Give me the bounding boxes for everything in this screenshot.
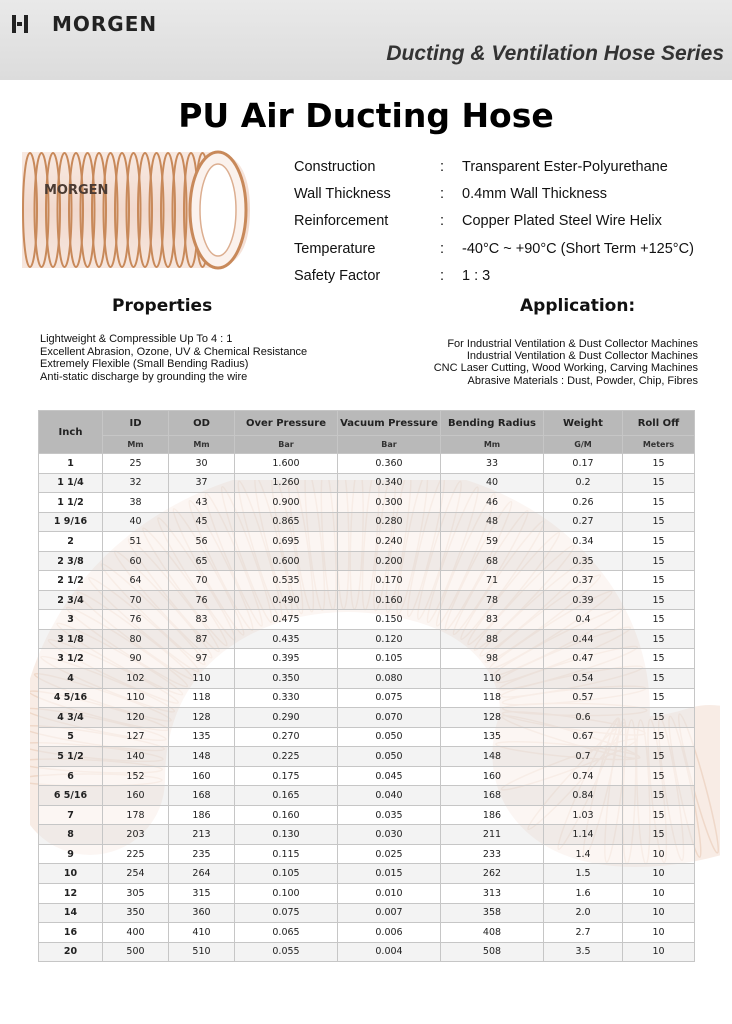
column-header-id: ID [103,411,169,436]
table-cell: 160 [103,786,169,806]
table-cell-inch: 2 3/8 [39,551,103,571]
spec-colon: : [440,267,445,284]
table-cell: 0.055 [235,942,338,962]
table-cell: 15 [623,669,695,689]
table-cell: 68 [441,551,544,571]
table-cell: 1.14 [544,825,623,845]
table-cell: 0.600 [235,551,338,571]
table-cell: 110 [169,669,235,689]
table-cell: 83 [169,610,235,630]
spec-colon: : [440,185,445,202]
table-cell: 0.47 [544,649,623,669]
properties-heading: Properties [112,296,213,316]
table-cell: 0.4 [544,610,623,630]
table-row [39,512,695,532]
table-cell: 0.37 [544,571,623,591]
unit-header: Bar [235,436,338,454]
table-cell: 51 [103,532,169,552]
table-cell: 0.490 [235,590,338,610]
table-cell: 0.105 [235,864,338,884]
table-cell: 15 [623,727,695,747]
table-cell: 33 [441,454,544,474]
table-cell: 0.010 [338,884,441,904]
table-cell: 0.35 [544,551,623,571]
table-cell: 508 [441,942,544,962]
table-cell-inch: 10 [39,864,103,884]
table-cell: 43 [169,493,235,513]
spec-row-reinforcement [294,208,714,235]
table-cell-inch: 9 [39,844,103,864]
table-row [39,805,695,825]
page-title: PU Air Ducting Hose [178,96,554,135]
table-cell: 0.240 [338,532,441,552]
table-row [39,923,695,943]
table-cell: 1.6 [544,884,623,904]
properties-item: Excellent Abrasion, Ozone, UV & Chemical Resistance [40,345,308,358]
morgen-logo-mark-icon [12,13,48,35]
table-row [39,942,695,962]
spec-value: -40°C ~ +90°C (Short Term +125°C) [462,240,694,257]
table-cell: 0.54 [544,669,623,689]
spec-row-wall-thickness [294,180,714,207]
table-cell: 225 [103,844,169,864]
table-cell: 15 [623,786,695,806]
table-cell: 160 [169,766,235,786]
table-cell: 213 [169,825,235,845]
table-cell: 15 [623,512,695,532]
table-cell: 118 [441,688,544,708]
table-cell: 0.115 [235,844,338,864]
properties-item: Lightweight & Compressible Up To 4 : 1 [40,333,233,345]
table-cell: 45 [169,512,235,532]
table-cell: 0.075 [338,688,441,708]
table-cell: 80 [103,629,169,649]
table-cell: 120 [103,708,169,728]
table-cell: 0.67 [544,727,623,747]
table-cell: 15 [623,610,695,630]
table-row [39,727,695,747]
table-cell: 1.4 [544,844,623,864]
table-cell: 76 [169,590,235,610]
table-row [39,571,695,591]
unit-header: Mm [169,436,235,454]
table-cell-inch: 20 [39,942,103,962]
table-cell: 0.340 [338,473,441,493]
table-cell: 0.2 [544,473,623,493]
table-cell: 76 [103,610,169,630]
table-cell-inch: 6 [39,766,103,786]
table-cell: 10 [623,864,695,884]
table-cell: 0.050 [338,727,441,747]
spec-label: Construction [294,158,376,175]
table-cell: 0.300 [338,493,441,513]
table-cell: 0.080 [338,669,441,689]
table-cell: 15 [623,708,695,728]
table-cell: 0.84 [544,786,623,806]
table-cell-inch: 7 [39,805,103,825]
table-cell: 0.105 [338,649,441,669]
table-cell: 0.070 [338,708,441,728]
table-row [39,669,695,689]
table-cell-inch: 4 3/4 [39,708,103,728]
table-cell-inch: 1 [39,454,103,474]
table-cell: 0.015 [338,864,441,884]
table-cell: 0.290 [235,708,338,728]
table-cell: 40 [441,473,544,493]
table-cell: 0.030 [338,825,441,845]
table-cell: 313 [441,884,544,904]
table-cell: 102 [103,669,169,689]
spec-colon: : [440,240,445,257]
table-cell: 186 [169,805,235,825]
table-cell: 128 [441,708,544,728]
spec-value: Copper Plated Steel Wire Helix [462,213,662,230]
table-cell: 0.475 [235,610,338,630]
table-cell: 0.435 [235,629,338,649]
application-heading: Application: [520,296,636,316]
table-cell: 0.004 [338,942,441,962]
spec-label: Temperature [294,240,376,257]
table-cell: 408 [441,923,544,943]
table-cell-inch: 4 [39,669,103,689]
column-header-vacuum-pressure: Vacuum Pressure [338,411,441,436]
table-cell: 0.865 [235,512,338,532]
table-cell: 0.395 [235,649,338,669]
table-cell: 118 [169,688,235,708]
table-cell: 10 [623,844,695,864]
unit-header: G/M [544,436,623,454]
table-cell: 59 [441,532,544,552]
unit-header: Meters [623,436,695,454]
table-row [39,864,695,884]
table-cell: 0.050 [338,747,441,767]
table-cell: 32 [103,473,169,493]
table-cell: 160 [441,766,544,786]
table-cell: 0.100 [235,884,338,904]
column-header-over-pressure: Over Pressure [235,411,338,436]
table-cell: 168 [169,786,235,806]
series-title: Ducting & Ventilation Hose Series [386,42,724,65]
table-cell: 0.007 [338,903,441,923]
table-cell: 10 [623,923,695,943]
table-cell-inch: 5 [39,727,103,747]
table-cell: 15 [623,805,695,825]
table-body [39,454,695,962]
table-unit-row [39,436,695,454]
table-cell-inch: 2 [39,532,103,552]
spec-table [38,410,695,962]
table-row [39,903,695,923]
table-cell: 0.035 [338,805,441,825]
column-header-weight: Weight [544,411,623,436]
table-cell: 1.260 [235,473,338,493]
table-cell-inch: 1 9/16 [39,512,103,532]
table-cell: 0.075 [235,903,338,923]
properties-list [40,333,307,383]
table-cell-inch: 14 [39,903,103,923]
table-cell: 233 [441,844,544,864]
table-cell: 358 [441,903,544,923]
table-cell: 148 [441,747,544,767]
table-cell: 0.17 [544,454,623,474]
brand-logo [12,12,157,36]
table-row [39,884,695,904]
table-cell: 168 [441,786,544,806]
unit-header: Mm [441,436,544,454]
table-cell: 305 [103,884,169,904]
table-cell: 178 [103,805,169,825]
table-cell: 0.120 [338,629,441,649]
table-cell: 90 [103,649,169,669]
table-cell: 186 [441,805,544,825]
table-cell: 127 [103,727,169,747]
table-cell: 15 [623,629,695,649]
table-cell: 10 [623,903,695,923]
table-cell: 0.165 [235,786,338,806]
table-cell: 203 [103,825,169,845]
application-list [434,338,698,387]
header-band [0,0,732,80]
table-cell: 0.280 [338,512,441,532]
table-cell: 15 [623,825,695,845]
spec-row-construction [294,153,714,180]
table-cell: 135 [169,727,235,747]
table-row [39,610,695,630]
table-cell: 65 [169,551,235,571]
table-cell: 0.160 [235,805,338,825]
application-item: For Industrial Ventilation & Dust Collector Machines [447,338,698,350]
table-cell-inch: 3 1/8 [39,629,103,649]
table-row [39,766,695,786]
table-cell: 56 [169,532,235,552]
unit-header: Mm [103,436,169,454]
table-cell: 254 [103,864,169,884]
table-cell: 140 [103,747,169,767]
table-row [39,688,695,708]
table-cell: 264 [169,864,235,884]
table-row [39,786,695,806]
table-cell: 211 [441,825,544,845]
table-cell: 0.27 [544,512,623,532]
table-cell: 0.045 [338,766,441,786]
table-cell: 0.535 [235,571,338,591]
table-cell: 48 [441,512,544,532]
table-cell-inch: 4 5/16 [39,688,103,708]
table-cell: 0.44 [544,629,623,649]
table-cell: 0.040 [338,786,441,806]
column-header-od: OD [169,411,235,436]
table-cell: 0.39 [544,590,623,610]
table-cell: 410 [169,923,235,943]
table-cell: 1.5 [544,864,623,884]
table-cell: 97 [169,649,235,669]
table-cell: 15 [623,747,695,767]
table-cell: 0.6 [544,708,623,728]
table-cell: 0.270 [235,727,338,747]
table-cell: 2.7 [544,923,623,943]
table-cell: 135 [441,727,544,747]
application-item: CNC Laser Cutting, Wood Working, Carving Machines [433,362,698,375]
spec-value: Transparent Ester-Polyurethane [462,158,668,175]
spec-label: Wall Thickness [294,185,391,202]
table-cell: 37 [169,473,235,493]
table-cell-inch: 12 [39,884,103,904]
table-cell: 0.200 [338,551,441,571]
table-cell: 15 [623,532,695,552]
table-cell: 1.03 [544,805,623,825]
table-cell: 235 [169,844,235,864]
column-header-roll-off: Roll Off [623,411,695,436]
spec-list [294,153,714,289]
table-row [39,747,695,767]
table-cell: 88 [441,629,544,649]
table-cell: 0.900 [235,493,338,513]
hose-photo-icon [22,140,256,280]
table-cell: 40 [103,512,169,532]
table-cell: 262 [441,864,544,884]
table-cell: 0.350 [235,669,338,689]
table-cell: 15 [623,590,695,610]
table-cell: 148 [169,747,235,767]
table-cell: 0.330 [235,688,338,708]
table-cell: 0.57 [544,688,623,708]
table-cell-inch: 2 1/2 [39,571,103,591]
table-cell: 110 [441,669,544,689]
table-cell: 15 [623,473,695,493]
table-cell-inch: 8 [39,825,103,845]
hose-print-text: MORGEN [44,183,109,198]
table-cell: 60 [103,551,169,571]
table-row [39,473,695,493]
spec-label: Safety Factor [294,267,381,284]
table-row [39,551,695,571]
table-cell: 70 [169,571,235,591]
table-cell: 15 [623,688,695,708]
table-row [39,629,695,649]
spec-label: Reinforcement [294,213,389,230]
table-cell: 38 [103,493,169,513]
application-item: Abrasive Materials : Dust, Powder, Chip, Fibres [467,374,698,387]
table-cell-inch: 6 5/16 [39,786,103,806]
table-cell-inch: 1 1/2 [39,493,103,513]
table-row [39,708,695,728]
table-cell: 0.006 [338,923,441,943]
table-cell-inch: 1 1/4 [39,473,103,493]
table-cell: 98 [441,649,544,669]
table-cell-inch: 5 1/2 [39,747,103,767]
table-cell: 0.170 [338,571,441,591]
spec-colon: : [440,213,445,230]
table-cell: 0.225 [235,747,338,767]
table-cell: 0.175 [235,766,338,786]
unit-header: Bar [338,436,441,454]
properties-item: Anti-static discharge by grounding the wire [40,370,248,383]
table-cell: 0.360 [338,454,441,474]
table-cell: 0.025 [338,844,441,864]
table-cell: 71 [441,571,544,591]
table-cell: 0.160 [338,590,441,610]
properties-item: Extremely Flexible (Small Bending Radius) [40,358,249,371]
spec-value: 0.4mm Wall Thickness [462,185,608,202]
spec-colon: : [440,158,445,175]
table-cell: 46 [441,493,544,513]
table-cell: 15 [623,571,695,591]
table-cell: 360 [169,903,235,923]
table-cell: 500 [103,942,169,962]
table-cell: 70 [103,590,169,610]
table-cell: 152 [103,766,169,786]
table-cell: 0.130 [235,825,338,845]
table-cell: 0.065 [235,923,338,943]
table-row [39,454,695,474]
table-row [39,532,695,552]
table-cell: 78 [441,590,544,610]
brand-name: MORGEN [52,12,158,36]
table-cell: 30 [169,454,235,474]
table-cell: 110 [103,688,169,708]
table-cell-inch: 3 [39,610,103,630]
spec-row-temperature [294,235,714,262]
table-cell-inch: 3 1/2 [39,649,103,669]
table-cell: 10 [623,884,695,904]
table-cell: 15 [623,551,695,571]
table-cell: 87 [169,629,235,649]
table-cell: 15 [623,493,695,513]
table-cell: 510 [169,942,235,962]
table-cell: 15 [623,454,695,474]
table-header-row [39,411,695,436]
table-cell-inch: 16 [39,923,103,943]
table-cell: 0.26 [544,493,623,513]
table-cell: 15 [623,766,695,786]
spec-value: 1 : 3 [462,267,491,284]
table-cell: 64 [103,571,169,591]
column-header-inch: Inch [39,411,103,454]
table-row [39,590,695,610]
table-cell: 3.5 [544,942,623,962]
table-cell: 128 [169,708,235,728]
table-cell: 350 [103,903,169,923]
table-row [39,493,695,513]
application-item: Industrial Ventilation & Dust Collector Machines [466,350,698,363]
table-row [39,825,695,845]
spec-row-safety-factor [294,262,714,289]
table-cell: 10 [623,942,695,962]
table-cell: 315 [169,884,235,904]
table-cell: 0.695 [235,532,338,552]
table-cell-inch: 2 3/4 [39,590,103,610]
table-cell: 0.34 [544,532,623,552]
column-header-bending-radius: Bending Radius [441,411,544,436]
table-cell: 1.600 [235,454,338,474]
table-cell: 83 [441,610,544,630]
table-cell: 25 [103,454,169,474]
table-cell: 0.7 [544,747,623,767]
table-row [39,844,695,864]
table-cell: 0.74 [544,766,623,786]
table-cell: 0.150 [338,610,441,630]
table-row [39,649,695,669]
table-cell: 400 [103,923,169,943]
table-cell: 2.0 [544,903,623,923]
table-cell: 15 [623,649,695,669]
